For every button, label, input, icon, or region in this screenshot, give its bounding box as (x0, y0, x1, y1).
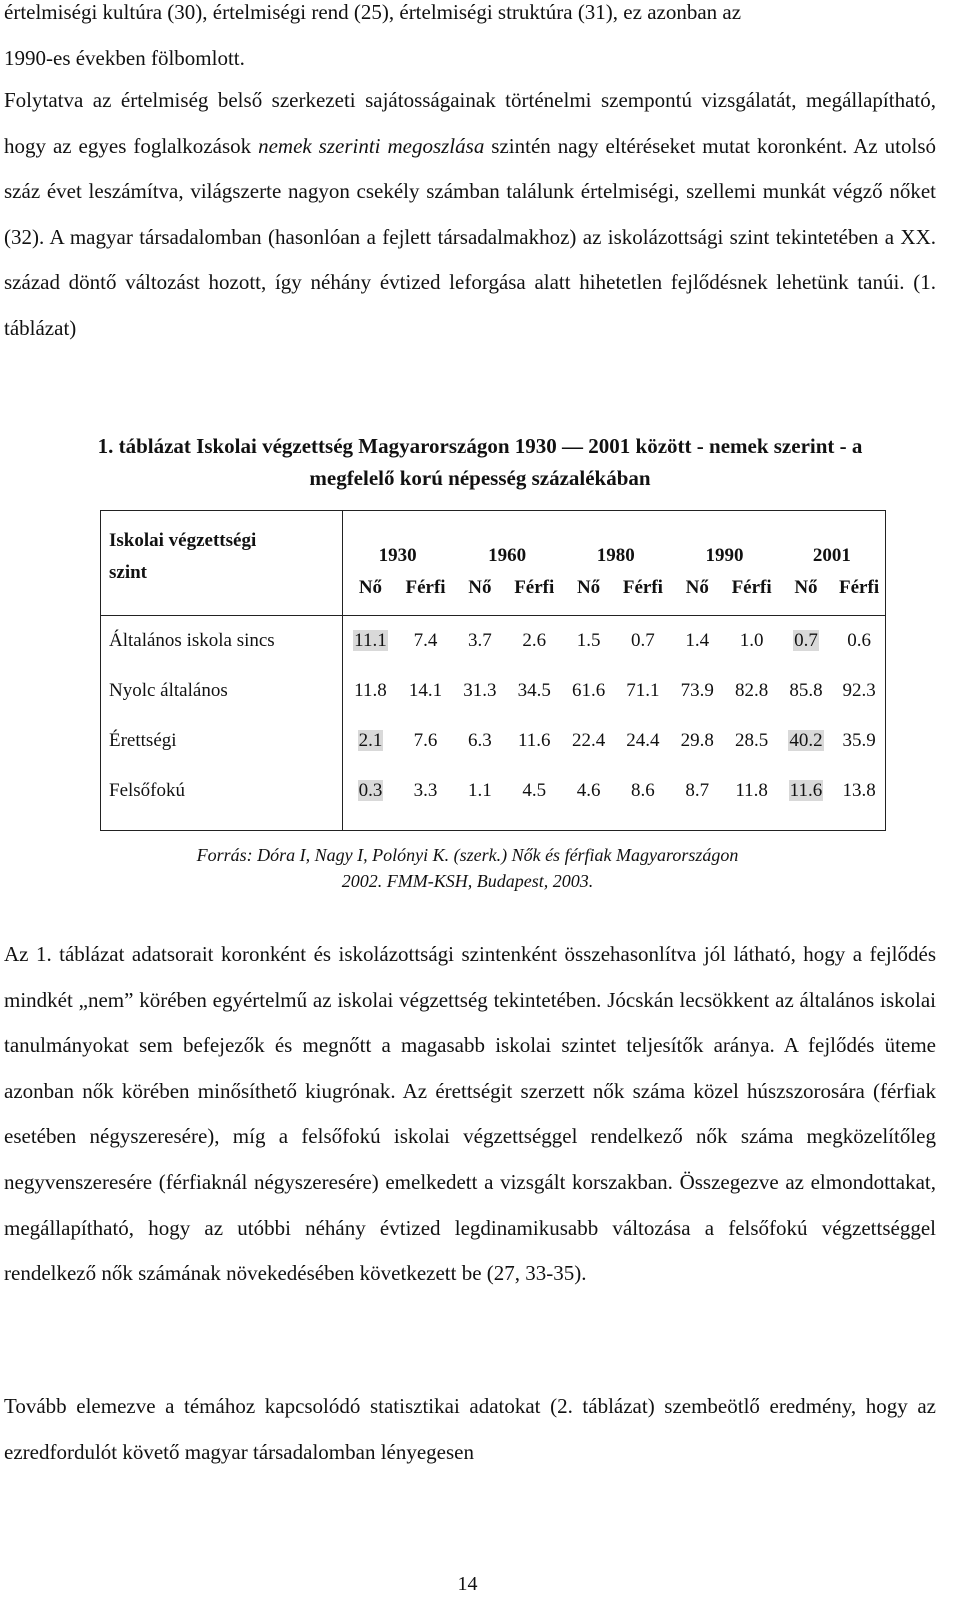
table-cell: 61.6 (571, 680, 606, 701)
sex-header-male: Férfi (839, 577, 880, 598)
table-cell: 14.1 (408, 680, 443, 701)
table-header-years (101, 511, 886, 572)
table-caption (0, 430, 960, 494)
table-caption-line1: 1. táblázat Iskolai végzettség Magyarországon 1930 — 2001 között - nemek szerint - a (97, 434, 863, 458)
paragraph-1-emphasis: nemek szerinti megoszlása (258, 133, 485, 158)
sex-header-female: Nő (358, 577, 383, 598)
paragraph-3: Tovább elemezve a témához kapcsolódó statisztikai adatokat (2. táblázat) szembeötlő eredmény, hogy az ezredfordulót követő magyar társadalomban lényegesen (4, 1394, 936, 1464)
sex-header-female: Nő (468, 577, 492, 598)
highlighted-value: 0.3 (358, 780, 383, 801)
table-cell: 11.6 (517, 730, 551, 751)
row-label: Felsőfokú (101, 766, 343, 816)
sex-header-female: Nő (794, 577, 818, 598)
table-cell: 0.7 (631, 630, 655, 651)
table-cell: 1.4 (685, 630, 710, 651)
table-source-line1: Forrás: Dóra I, Nagy I, Polónyi K. (szerk.) Nők és férfiak Magyarországon (196, 845, 739, 865)
table-cell: 6.3 (468, 730, 492, 751)
table-cell (779, 766, 833, 816)
education-table (100, 510, 886, 831)
table-row (101, 616, 886, 666)
table-cell: 22.4 (571, 730, 606, 751)
table-cell (779, 716, 833, 766)
row-label: Nyolc általános (101, 666, 343, 716)
header-level-label-line2: szint (109, 562, 147, 583)
table-cell: 0.6 (847, 630, 871, 651)
table-cell: 7.6 (413, 730, 438, 751)
table-cell: 1.5 (576, 630, 601, 651)
row-label: Érettségi (101, 716, 343, 766)
paragraph-1-rest: szintén nagy eltéréseket mutat koronként. Az utolsó száz évet leszámítva, világszerte nagyon csekély számban találunk értelmiségi, szellemi munkát végző nőket (32). A magyar társadalomban (hasonlóan a fejlett társadalmakhoz) az iskolázottsági szint tekintetében a XX. század döntő változást hozott, így néhány évtized leforgása alatt hihetetlen fejlődésnek lehetünk tanúi. (1. táblázat) (4, 133, 937, 340)
table-cell: 73.9 (680, 680, 714, 701)
page-number: 14 (457, 1573, 478, 1595)
table-cell: 34.5 (517, 680, 551, 701)
table-cell: 4.6 (576, 780, 601, 801)
table-row (101, 666, 886, 716)
table-cell: 3.7 (468, 630, 492, 651)
table-cell: 82.8 (734, 680, 769, 701)
table-cell (342, 766, 398, 816)
table-cell: 1.1 (468, 780, 492, 801)
table-cell: 13.8 (842, 780, 876, 801)
table-source-line2: 2002. FMM-KSH, Budapest, 2003. (341, 871, 594, 891)
highlighted-value: 11.6 (789, 780, 823, 801)
table-cell: 71.1 (626, 680, 660, 701)
table-cell: 28.5 (734, 730, 769, 751)
table-cell: 24.4 (626, 730, 660, 751)
table-cell: 85.8 (789, 680, 823, 701)
top-text-line1: értelmiségi kultúra (30), értelmiségi rend (25), értelmiségi struktúra (31), ez azonban az (4, 0, 742, 24)
sex-header-female: Nő (685, 577, 709, 598)
sex-header-female: Nő (576, 577, 601, 598)
header-level-label-line1: Iskolai végzettségi (109, 530, 257, 551)
highlighted-value: 11.1 (354, 630, 387, 651)
table-cell: 35.9 (842, 730, 876, 751)
paragraph-1-start: Folytatva az értelmiség belső szerkezeti sajátosságainak történelmi szempontú vizsgálatát, megállapítható, hogy az egyes foglalkozások (4, 88, 936, 158)
sex-header-male: Férfi (731, 577, 772, 598)
table-cell: 2.6 (522, 630, 547, 651)
row-label: Általános iskola sincs (101, 616, 343, 666)
top-text-line2: 1990-es években fölbomlott. (4, 45, 245, 70)
table-cell: 3.3 (413, 780, 438, 801)
paragraph-1 (4, 78, 936, 352)
table-cell: 31.3 (463, 680, 497, 701)
table-cell (779, 616, 833, 666)
top-text (4, 0, 936, 81)
sex-header-male: Férfi (622, 577, 663, 598)
highlighted-value: 40.2 (789, 730, 823, 751)
table-cell (342, 716, 398, 766)
table-cell: 8.7 (685, 780, 710, 801)
year-header: 1990 (705, 545, 744, 566)
table-bottom-padding (101, 816, 886, 831)
table-cell: 1.0 (739, 630, 764, 651)
table-cell: 7.4 (413, 630, 438, 651)
highlighted-value: 0.7 (794, 630, 818, 651)
year-header: 1980 (596, 545, 635, 566)
table-cell: 92.3 (842, 680, 876, 701)
table-row (101, 766, 886, 816)
table-cell: 11.8 (354, 680, 387, 701)
table-row (101, 716, 886, 766)
sex-header-male: Férfi (405, 577, 446, 598)
table-cell (342, 616, 398, 666)
table-source (0, 842, 935, 894)
table-cell: 11.8 (735, 780, 768, 801)
year-header: 2001 (812, 545, 851, 566)
year-header: 1960 (488, 545, 527, 566)
sex-header-male: Férfi (514, 577, 555, 598)
table-cell: 4.5 (522, 780, 547, 801)
year-header: 1930 (378, 545, 417, 566)
highlighted-value: 2.1 (358, 730, 383, 751)
table-cell: 29.8 (680, 730, 714, 751)
table-caption-line2: megfelelő korú népesség százalékában (309, 466, 651, 490)
paragraph-2: Az 1. táblázat adatsorait koronként és iskolázottsági szintenként összehasonlítva jól látható, hogy a fejlődés mindkét „nem” körében egyértelmű az iskolai végzettség tekintetében. Jócskán lecsökkent az általános iskolai tanulmányokat sem befejezők és megnőtt a magasabb iskolai szintet teljesítők aránya. A fejlődés üteme azonban nők körében minősíthető kiugrónak. Az érettségit szerzett nők száma közel húszszorosára (férfiak esetében négyszeresére), míg a felsőfokú iskolai végzettséggel rendelkező nők száma megközelítőleg negyvenszeresére (férfiaknál négyszeresére) emelkedett a vizsgált korszakban. Összegezve az elmondottakat, megállapítható, hogy az utóbbi néhány évtized legdinamikusabb változása a felsőfokú végzettséggel rendelkező nők számának növekedésében következett be (27, 33-35). (4, 942, 936, 1286)
table-cell: 8.6 (631, 780, 655, 801)
header-level-label (101, 511, 343, 616)
